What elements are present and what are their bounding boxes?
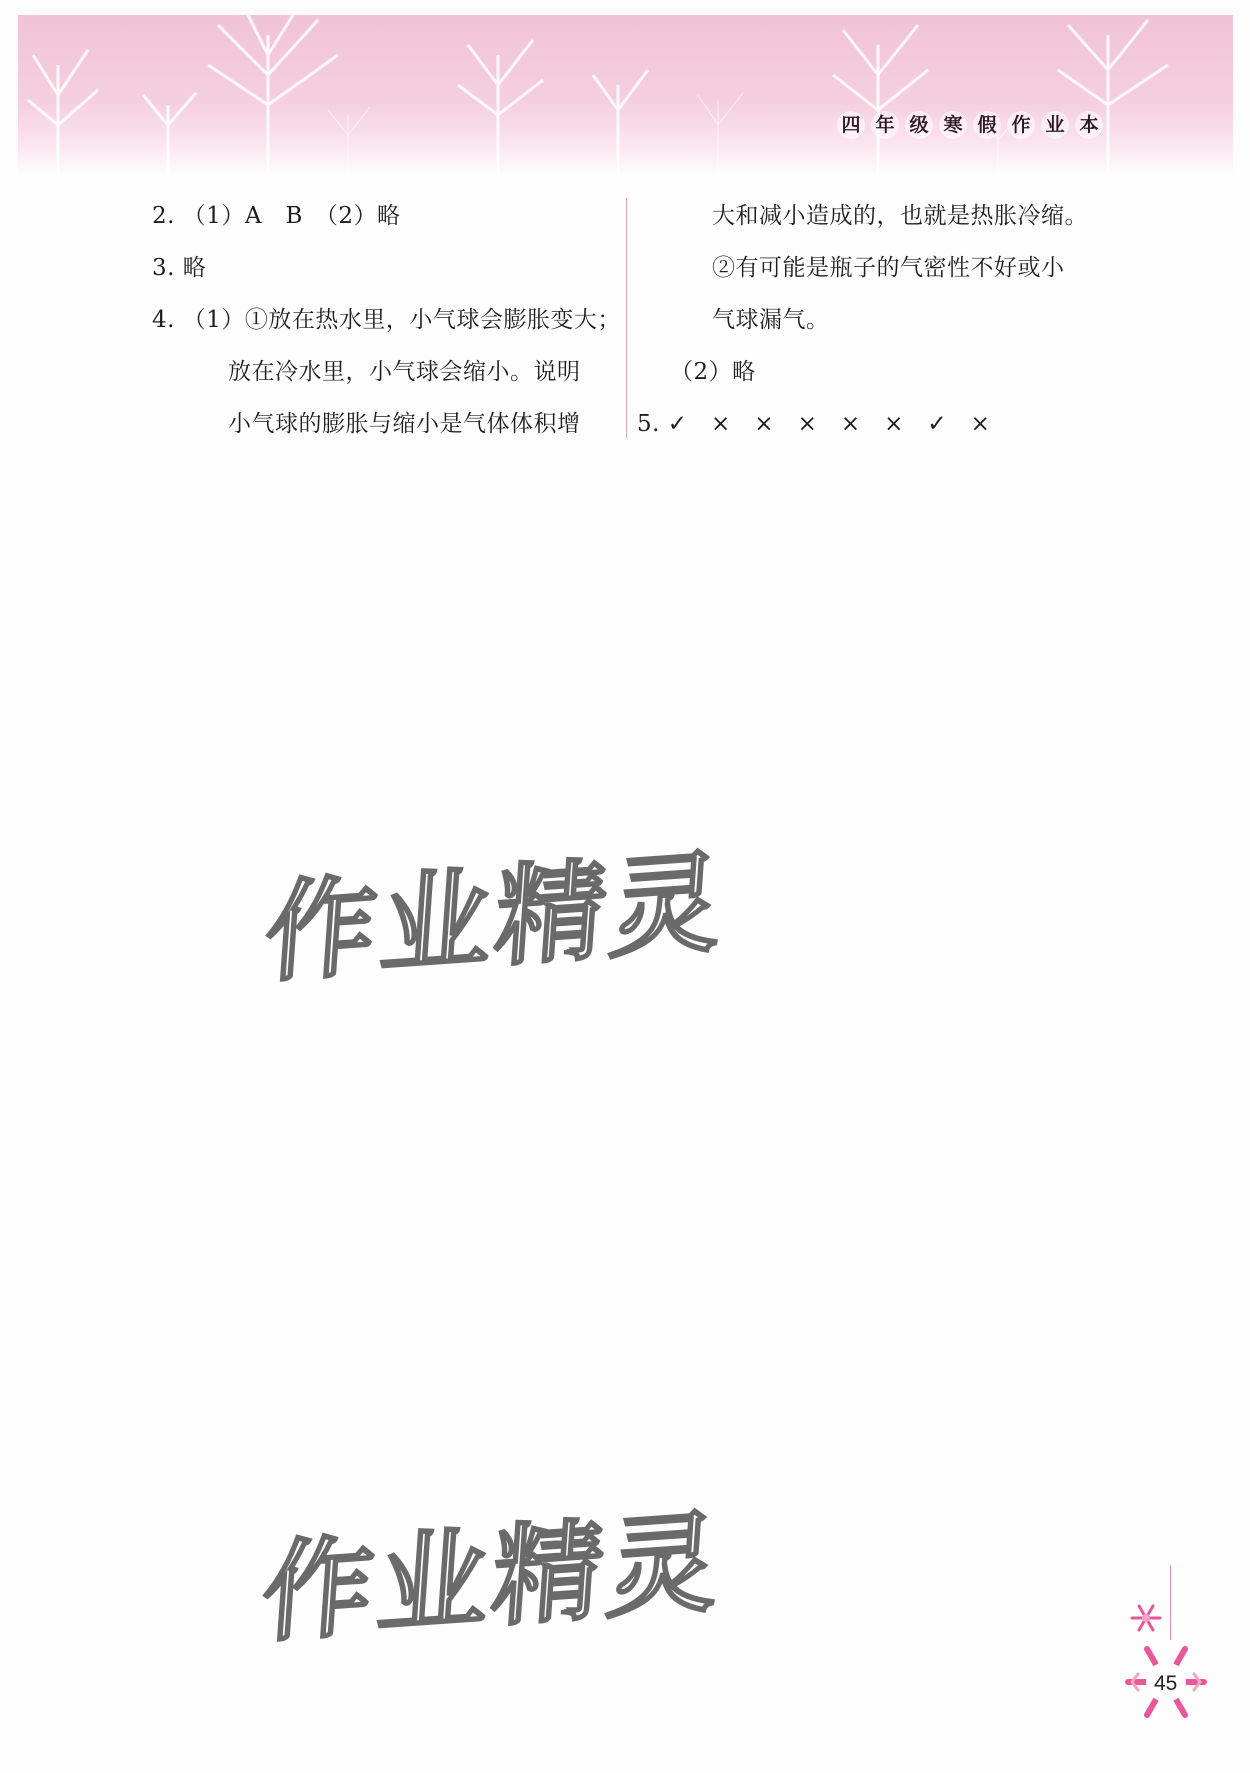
- series-title-char: 业: [1041, 111, 1069, 139]
- answer-3: 3. 略: [152, 255, 207, 281]
- series-title-char: 寒: [939, 111, 967, 139]
- answer-4-line-4: 大和减小造成的，也就是热胀冷缩。: [712, 203, 1088, 229]
- watermark: 作业精灵: [261, 838, 730, 998]
- series-title-char: 作: [1007, 111, 1035, 139]
- watermark: 作业精灵: [258, 1498, 727, 1658]
- series-title: [837, 111, 1103, 139]
- answer-4-line-2: 放在冷水里，小气球会缩小。说明: [228, 359, 581, 385]
- answer-4-line-1: 4. （1）①放在热水里，小气球会膨胀变大；: [152, 307, 621, 333]
- series-title-char: 本: [1075, 111, 1103, 139]
- snowflake-icon: [1128, 1600, 1164, 1636]
- series-title-char: 四: [837, 111, 865, 139]
- column-divider: [626, 198, 627, 438]
- header-banner: [18, 15, 1233, 175]
- answer-4-part-2: （2）略: [670, 359, 756, 385]
- ornament-string: [1170, 1565, 1171, 1640]
- answer-2: 2. （1）A B （2）略: [152, 203, 401, 229]
- series-title-char: 假: [973, 111, 1001, 139]
- answer-4-line-5: ②有可能是瓶子的气密性不好或小: [712, 255, 1065, 281]
- winter-trees-illustration: [18, 15, 1233, 175]
- answer-4-line-3: 小气球的膨胀与缩小是气体体积增: [228, 411, 581, 437]
- page-number: 45: [1154, 1672, 1178, 1695]
- series-title-char: 级: [905, 111, 933, 139]
- series-title-char: 年: [871, 111, 899, 139]
- answer-5: 5. ✓ × × × × × ✓ ×: [637, 411, 991, 437]
- answer-4-line-6: 气球漏气。: [712, 307, 830, 333]
